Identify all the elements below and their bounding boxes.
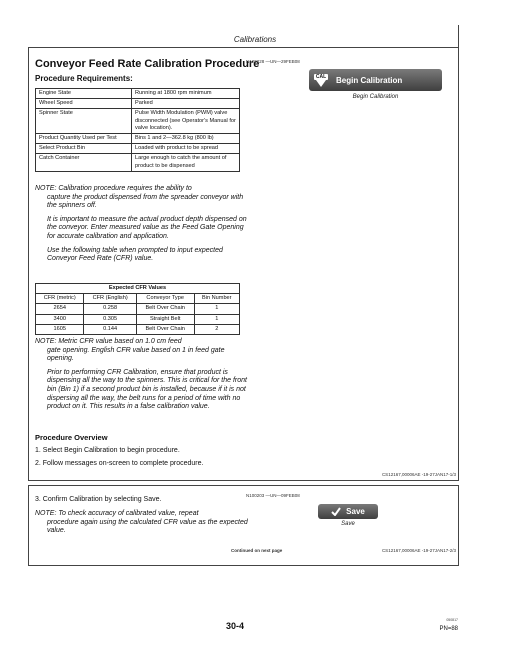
figure-ref-code-1: N120228 —UN—29FEB08 — [246, 59, 300, 64]
pn-label: PN=88 — [439, 626, 458, 632]
note-cont: capture the product dispensed from the spreader conveyor with the spinners off. — [47, 193, 244, 210]
table-header-row — [36, 294, 240, 304]
save-label: Save — [346, 507, 365, 516]
table-caption-row — [36, 284, 240, 294]
footer-code-2: CS12167,00006AE -19-27JAN17-2/3 — [381, 548, 456, 553]
req-value: Large enough to catch the amount of product to be dispensed — [132, 154, 240, 171]
req-value: Running at 1800 rpm minimum — [132, 89, 240, 99]
note-para: It is important to measure the actual product depth dispensed on the conveyor. Enter measured value as the Feed Gate Opening for accurate calibration and application. — [47, 215, 247, 240]
req-label: Select Product Bin — [36, 144, 132, 154]
note-accuracy — [35, 510, 250, 536]
req-label: Spinner State — [36, 109, 132, 134]
frame-right-2 — [458, 485, 459, 565]
note-lead: NOTE: Calibration procedure requires the ability to — [35, 185, 192, 192]
note-para: Prior to performing CFR Calibration, ensure that product is dispensing all the way to the spinners. This is critical for the front bin (Bin 1) if a second product bin is installed, because if it is not dispersing all the way, the belt runs for a period of time with no product on it. This results in a false calibration value. — [47, 368, 247, 411]
step-1: 1. Select Begin Calibration to begin procedure. — [35, 447, 180, 454]
page-number: 30-4 — [226, 621, 245, 631]
frame-right-1 — [458, 25, 459, 480]
down-triangle-icon — [316, 80, 326, 87]
frame-top-2 — [28, 485, 459, 486]
table-cell: Straight Belt — [136, 314, 194, 324]
table-row — [36, 324, 240, 334]
calibration-icon — [312, 71, 330, 89]
note-capture — [35, 185, 250, 264]
frame-left-2 — [28, 485, 29, 565]
table-cell: 2654 — [36, 304, 84, 314]
continued-text: Continued on next page — [231, 548, 283, 553]
table-row — [36, 314, 240, 324]
req-value: Bins 1 and 2—362.8 kg (800 lb) — [132, 134, 240, 144]
note-cont: gate opening. English CFR value based on 1 in feed gate opening. — [47, 346, 225, 363]
begin-calibration-label: Begin Calibration — [336, 75, 403, 85]
column-header: CFR (English) — [84, 294, 136, 304]
step-2: 2. Follow messages on-screen to complete procedure. — [35, 460, 204, 467]
table-row — [36, 134, 240, 144]
step-3: 3. Confirm Calibration by selecting Save. — [35, 496, 162, 503]
table-cell: 0.305 — [84, 314, 136, 324]
footer-code-1: CS12167,00006AE -19-27JAN17-1/3 — [381, 472, 456, 477]
table-row — [36, 144, 240, 154]
section-title: Conveyor Feed Rate Calibration Procedure — [35, 58, 260, 70]
table-row — [36, 154, 240, 171]
req-label: Catch Container — [36, 154, 132, 171]
header-rule — [28, 47, 458, 48]
table-cell: 0.258 — [84, 304, 136, 314]
frame-bottom-2 — [28, 565, 459, 566]
overview-title: Procedure Overview — [35, 433, 108, 442]
begin-calibration-button[interactable] — [309, 69, 442, 91]
table-cell: 3400 — [36, 314, 84, 324]
table-cell: Belt Over Chain — [136, 324, 194, 334]
req-value: Loaded with product to be spread — [132, 144, 240, 154]
req-label: Engine State — [36, 89, 132, 99]
table-cell: 1 — [194, 304, 239, 314]
req-value: Pulse Width Modulation (PWM) valve disconnected (see Operator's Manual for valve location). — [132, 109, 240, 134]
requirements-title: Procedure Requirements: — [35, 74, 133, 83]
requirements-table — [35, 88, 240, 172]
req-label: Product Quantity Used per Test — [36, 134, 132, 144]
column-header: Conveyor Type — [136, 294, 194, 304]
print-code: 050817 — [446, 618, 458, 622]
save-caption: Save — [341, 521, 355, 527]
table-row — [36, 304, 240, 314]
req-label: Wheel Speed — [36, 99, 132, 109]
table-cell: 1 — [194, 314, 239, 324]
note-metric — [35, 338, 250, 412]
note-lead: NOTE: To check accuracy of calibrated value, repeat — [35, 510, 199, 517]
table-cell: 1605 — [36, 324, 84, 334]
table-cell: 0.144 — [84, 324, 136, 334]
table-cell: 2 — [194, 324, 239, 334]
begin-calibration-caption: Begin Calibration — [352, 94, 399, 100]
cal-badge: CAL — [315, 73, 327, 80]
checkmark-icon — [331, 507, 341, 516]
cfr-table — [35, 283, 240, 335]
note-lead: NOTE: Metric CFR value based on 1.0 cm feed — [35, 338, 182, 345]
req-value: Parked — [132, 99, 240, 109]
frame-left-1 — [28, 47, 29, 480]
column-header: Bin Number — [194, 294, 239, 304]
table-row — [36, 99, 240, 109]
figure-ref-code-2: N100203 —UN—09FEB08 — [246, 493, 300, 498]
save-button[interactable] — [318, 504, 378, 519]
running-header: Calibrations — [233, 35, 277, 44]
column-header: CFR (metric) — [36, 294, 84, 304]
table-row — [36, 89, 240, 99]
table-row — [36, 109, 240, 134]
note-para: Use the following table when prompted to input expected Conveyor Feed Rate (CFR) value. — [47, 246, 223, 263]
table-caption: Expected CFR Values — [36, 284, 240, 294]
note-cont: procedure again using the calculated CFR value as the expected value. — [47, 518, 248, 535]
table-cell: Belt Over Chain — [136, 304, 194, 314]
frame-bottom-1 — [28, 480, 459, 481]
